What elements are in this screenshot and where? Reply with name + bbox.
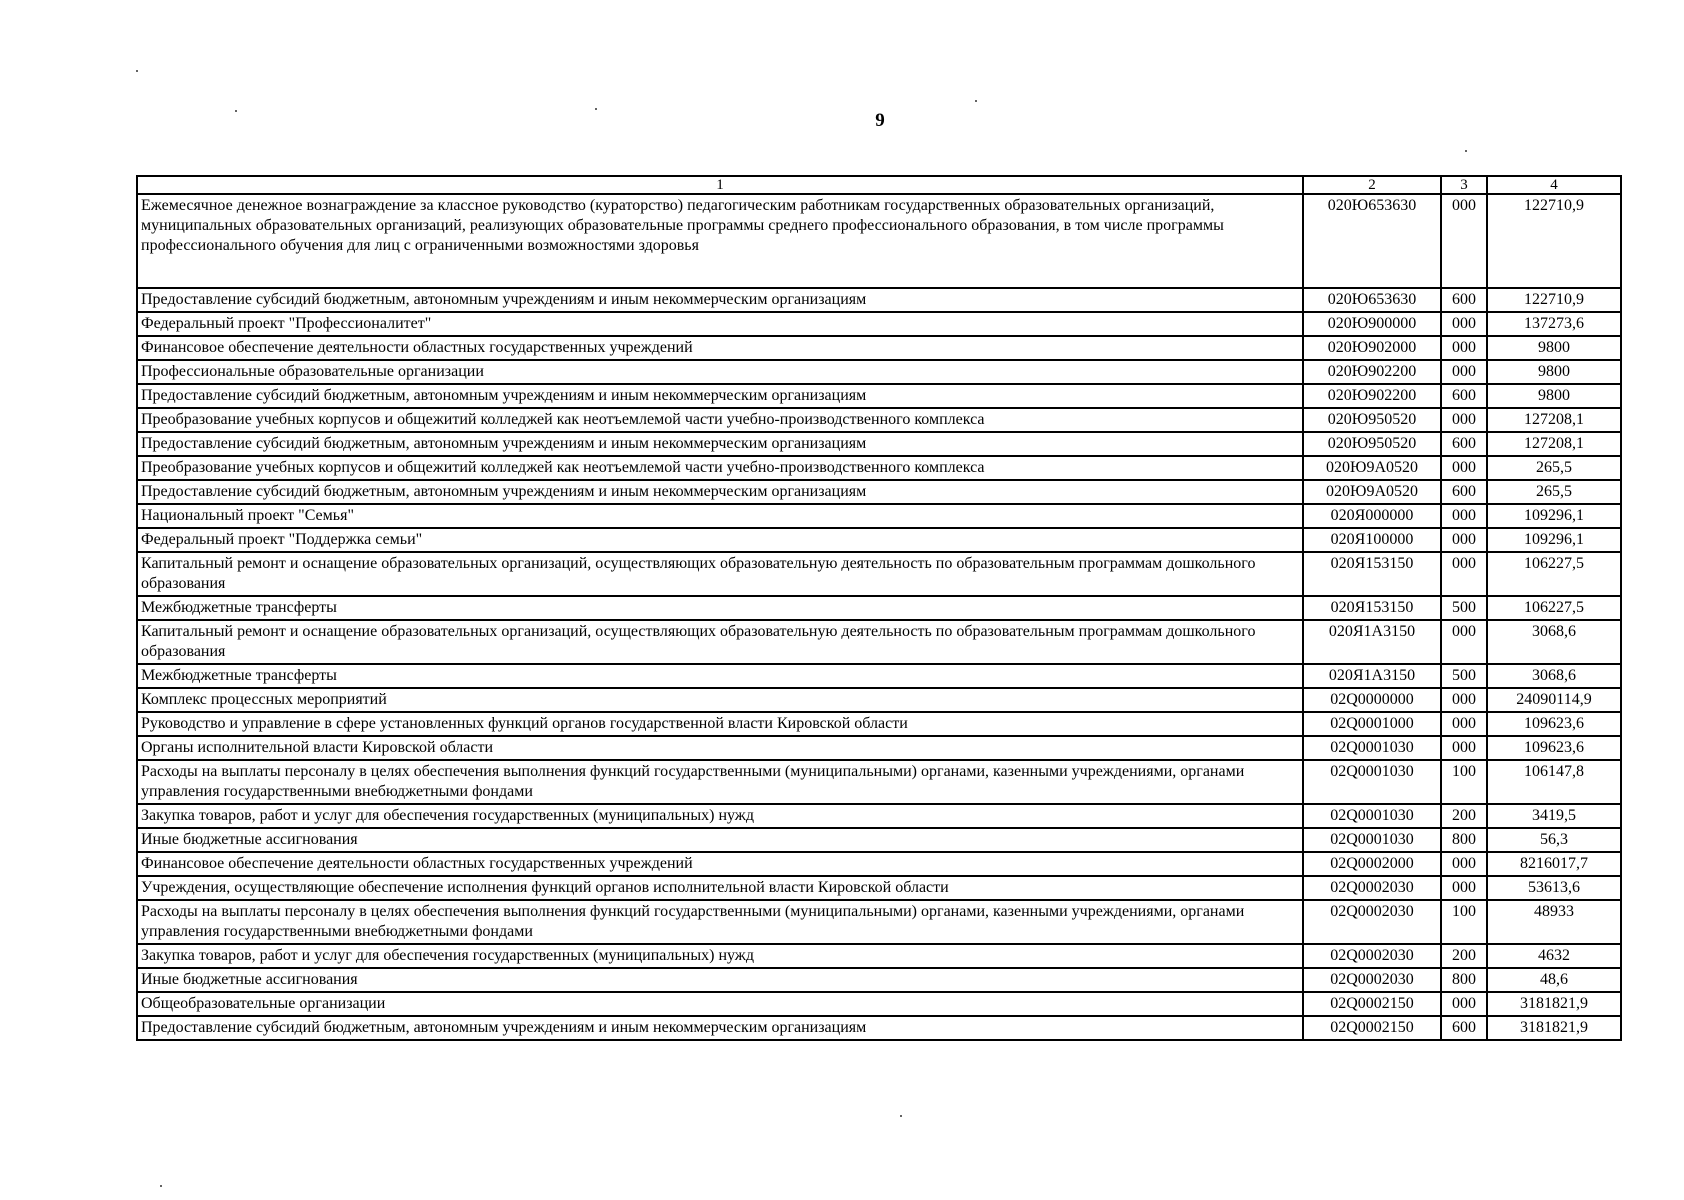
table-row — [137, 944, 1621, 968]
row-name: Расходы на выплаты персоналу в целях обеспечения выполнения функций государственными (муниципальными) органами, казенными учреждениями, органами управления государственными внебюджетными фондами — [137, 760, 1303, 804]
table-row — [137, 336, 1621, 360]
row-name: Ежемесячное денежное вознаграждение за классное руководство (кураторство) педагогическим работникам государственных образовательных организаций, муниципальных образовательных организаций, реализующих образовательные программы среднего профессионального образования, в том числе программы профессионального обучения для лиц с ограниченными возможностями здоровья — [137, 194, 1303, 288]
table-row — [137, 992, 1621, 1016]
row-amount: 48,6 — [1487, 968, 1621, 992]
row-code: 02Q0001000 — [1303, 712, 1441, 736]
table-row — [137, 432, 1621, 456]
row-name: Руководство и управление в сфере установленных функций органов государственной власти Кировской области — [137, 712, 1303, 736]
row-code: 020Ю950520 — [1303, 408, 1441, 432]
scan-speck — [975, 100, 977, 102]
table-row — [137, 876, 1621, 900]
row-amount: 109296,1 — [1487, 528, 1621, 552]
row-expense-type: 800 — [1441, 828, 1487, 852]
row-amount: 53613,6 — [1487, 876, 1621, 900]
row-amount: 109623,6 — [1487, 736, 1621, 760]
row-name: Межбюджетные трансферты — [137, 664, 1303, 688]
table-row — [137, 688, 1621, 712]
row-code: 02Q0001030 — [1303, 736, 1441, 760]
row-amount: 137273,6 — [1487, 312, 1621, 336]
table-row — [137, 480, 1621, 504]
row-code: 020Я000000 — [1303, 504, 1441, 528]
row-code: 020Ю950520 — [1303, 432, 1441, 456]
table-row — [137, 312, 1621, 336]
row-amount: 265,5 — [1487, 480, 1621, 504]
row-code: 020Ю9А0520 — [1303, 456, 1441, 480]
row-amount: 24090114,9 — [1487, 688, 1621, 712]
row-amount: 3181821,9 — [1487, 1016, 1621, 1040]
row-amount: 4632 — [1487, 944, 1621, 968]
row-name: Комплекс процессных мероприятий — [137, 688, 1303, 712]
row-expense-type: 000 — [1441, 312, 1487, 336]
row-name: Предоставление субсидий бюджетным, автономным учреждениям и иным некоммерческим организациям — [137, 288, 1303, 312]
row-name: Иные бюджетные ассигнования — [137, 828, 1303, 852]
row-name: Предоставление субсидий бюджетным, автономным учреждениям и иным некоммерческим организациям — [137, 432, 1303, 456]
row-amount: 56,3 — [1487, 828, 1621, 852]
row-expense-type: 100 — [1441, 760, 1487, 804]
row-code: 020Я153150 — [1303, 552, 1441, 596]
row-expense-type: 000 — [1441, 852, 1487, 876]
row-name: Предоставление субсидий бюджетным, автономным учреждениям и иным некоммерческим организациям — [137, 384, 1303, 408]
row-expense-type: 000 — [1441, 992, 1487, 1016]
budget-table — [136, 175, 1622, 1041]
row-expense-type: 000 — [1441, 736, 1487, 760]
row-code: 02Q0002150 — [1303, 992, 1441, 1016]
table-row — [137, 736, 1621, 760]
row-expense-type: 000 — [1441, 504, 1487, 528]
row-name: Профессиональные образовательные организации — [137, 360, 1303, 384]
row-expense-type: 500 — [1441, 596, 1487, 620]
row-amount: 109296,1 — [1487, 504, 1621, 528]
row-expense-type: 000 — [1441, 360, 1487, 384]
row-expense-type: 000 — [1441, 620, 1487, 664]
row-amount: 106227,5 — [1487, 552, 1621, 596]
row-expense-type: 100 — [1441, 900, 1487, 944]
table-row — [137, 408, 1621, 432]
row-code: 02Q0002030 — [1303, 876, 1441, 900]
scan-speck — [1465, 150, 1467, 152]
row-name: Капитальный ремонт и оснащение образовательных организаций, осуществляющих образовательную деятельность по образовательным программам дошкольного образования — [137, 552, 1303, 596]
row-expense-type: 000 — [1441, 876, 1487, 900]
row-expense-type: 000 — [1441, 408, 1487, 432]
row-name: Федеральный проект "Профессионалитет" — [137, 312, 1303, 336]
row-expense-type: 600 — [1441, 288, 1487, 312]
row-name: Преобразование учебных корпусов и общежитий колледжей как неотъемлемой части учебно-производственного комплекса — [137, 408, 1303, 432]
row-amount: 109623,6 — [1487, 712, 1621, 736]
header-col-2: 2 — [1303, 176, 1441, 194]
row-name: Расходы на выплаты персоналу в целях обеспечения выполнения функций государственными (муниципальными) органами, казенными учреждениями, органами управления государственными внебюджетными фондами — [137, 900, 1303, 944]
table-row — [137, 360, 1621, 384]
table-row — [137, 968, 1621, 992]
row-code: 02Q0002030 — [1303, 968, 1441, 992]
row-expense-type: 000 — [1441, 552, 1487, 596]
row-code: 020Ю902200 — [1303, 360, 1441, 384]
table-header-row — [137, 176, 1621, 194]
table-row — [137, 456, 1621, 480]
table-row — [137, 1016, 1621, 1040]
row-amount: 127208,1 — [1487, 408, 1621, 432]
row-code: 02Q0002030 — [1303, 900, 1441, 944]
row-code: 02Q0001030 — [1303, 828, 1441, 852]
row-expense-type: 500 — [1441, 664, 1487, 688]
row-code: 02Q0002000 — [1303, 852, 1441, 876]
row-amount: 106227,5 — [1487, 596, 1621, 620]
row-amount: 3068,6 — [1487, 664, 1621, 688]
table-row — [137, 596, 1621, 620]
row-name: Предоставление субсидий бюджетным, автономным учреждениям и иным некоммерческим организациям — [137, 480, 1303, 504]
row-expense-type: 600 — [1441, 432, 1487, 456]
table-row — [137, 552, 1621, 596]
row-name: Финансовое обеспечение деятельности областных государственных учреждений — [137, 336, 1303, 360]
row-code: 02Q0002150 — [1303, 1016, 1441, 1040]
table-row — [137, 504, 1621, 528]
row-expense-type: 600 — [1441, 384, 1487, 408]
row-name: Федеральный проект "Поддержка семьи" — [137, 528, 1303, 552]
row-expense-type: 000 — [1441, 688, 1487, 712]
row-amount: 106147,8 — [1487, 760, 1621, 804]
row-amount: 48933 — [1487, 900, 1621, 944]
header-col-3: 3 — [1441, 176, 1487, 194]
row-name: Закупка товаров, работ и услуг для обеспечения государственных (муниципальных) нужд — [137, 944, 1303, 968]
table-body — [137, 194, 1621, 1040]
scan-speck — [900, 1115, 902, 1117]
scan-speck — [160, 1185, 162, 1187]
row-expense-type: 600 — [1441, 480, 1487, 504]
table-row — [137, 528, 1621, 552]
row-name: Закупка товаров, работ и услуг для обеспечения государственных (муниципальных) нужд — [137, 804, 1303, 828]
row-expense-type: 000 — [1441, 456, 1487, 480]
table-row — [137, 804, 1621, 828]
row-amount: 127208,1 — [1487, 432, 1621, 456]
row-code: 020Ю902200 — [1303, 384, 1441, 408]
page-number: 9 — [875, 110, 885, 131]
row-amount: 9800 — [1487, 336, 1621, 360]
row-expense-type: 800 — [1441, 968, 1487, 992]
row-amount: 9800 — [1487, 384, 1621, 408]
table-row — [137, 760, 1621, 804]
row-name: Иные бюджетные ассигнования — [137, 968, 1303, 992]
table-row — [137, 852, 1621, 876]
row-code: 02Q0000000 — [1303, 688, 1441, 712]
row-amount: 122710,9 — [1487, 194, 1621, 288]
table-row — [137, 712, 1621, 736]
table-row — [137, 288, 1621, 312]
scan-speck — [235, 110, 237, 112]
row-expense-type: 200 — [1441, 804, 1487, 828]
row-name: Национальный проект "Семья" — [137, 504, 1303, 528]
row-code: 020Я100000 — [1303, 528, 1441, 552]
row-code: 020Ю653630 — [1303, 288, 1441, 312]
row-name: Учреждения, осуществляющие обеспечение исполнения функций органов исполнительной власти Кировской области — [137, 876, 1303, 900]
row-name: Предоставление субсидий бюджетным, автономным учреждениям и иным некоммерческим организациям — [137, 1016, 1303, 1040]
row-expense-type: 000 — [1441, 194, 1487, 288]
row-amount: 265,5 — [1487, 456, 1621, 480]
row-amount: 3181821,9 — [1487, 992, 1621, 1016]
table-row — [137, 828, 1621, 852]
row-expense-type: 600 — [1441, 1016, 1487, 1040]
row-expense-type: 000 — [1441, 336, 1487, 360]
table-row — [137, 384, 1621, 408]
row-code: 020Я1А3150 — [1303, 620, 1441, 664]
row-amount: 3419,5 — [1487, 804, 1621, 828]
header-col-1: 1 — [137, 176, 1303, 194]
table-row — [137, 194, 1621, 288]
row-code: 020Ю902000 — [1303, 336, 1441, 360]
row-name: Общеобразовательные организации — [137, 992, 1303, 1016]
row-expense-type: 000 — [1441, 712, 1487, 736]
row-code: 02Q0001030 — [1303, 804, 1441, 828]
row-name: Преобразование учебных корпусов и общежитий колледжей как неотъемлемой части учебно-производственного комплекса — [137, 456, 1303, 480]
row-expense-type: 200 — [1441, 944, 1487, 968]
row-amount: 9800 — [1487, 360, 1621, 384]
table-row — [137, 664, 1621, 688]
row-code: 020Ю653630 — [1303, 194, 1441, 288]
table-row — [137, 620, 1621, 664]
scan-speck — [136, 70, 138, 72]
row-code: 02Q0002030 — [1303, 944, 1441, 968]
row-amount: 122710,9 — [1487, 288, 1621, 312]
row-code: 020Я1А3150 — [1303, 664, 1441, 688]
row-code: 02Q0001030 — [1303, 760, 1441, 804]
row-name: Финансовое обеспечение деятельности областных государственных учреждений — [137, 852, 1303, 876]
row-expense-type: 000 — [1441, 528, 1487, 552]
row-code: 020Ю900000 — [1303, 312, 1441, 336]
table-row — [137, 900, 1621, 944]
header-col-4: 4 — [1487, 176, 1621, 194]
row-code: 020Я153150 — [1303, 596, 1441, 620]
row-amount: 8216017,7 — [1487, 852, 1621, 876]
row-code: 020Ю9А0520 — [1303, 480, 1441, 504]
row-name: Межбюджетные трансферты — [137, 596, 1303, 620]
row-name: Капитальный ремонт и оснащение образовательных организаций, осуществляющих образовательную деятельность по образовательным программам дошкольного образования — [137, 620, 1303, 664]
scan-speck — [595, 108, 597, 110]
row-name: Органы исполнительной власти Кировской области — [137, 736, 1303, 760]
row-amount: 3068,6 — [1487, 620, 1621, 664]
